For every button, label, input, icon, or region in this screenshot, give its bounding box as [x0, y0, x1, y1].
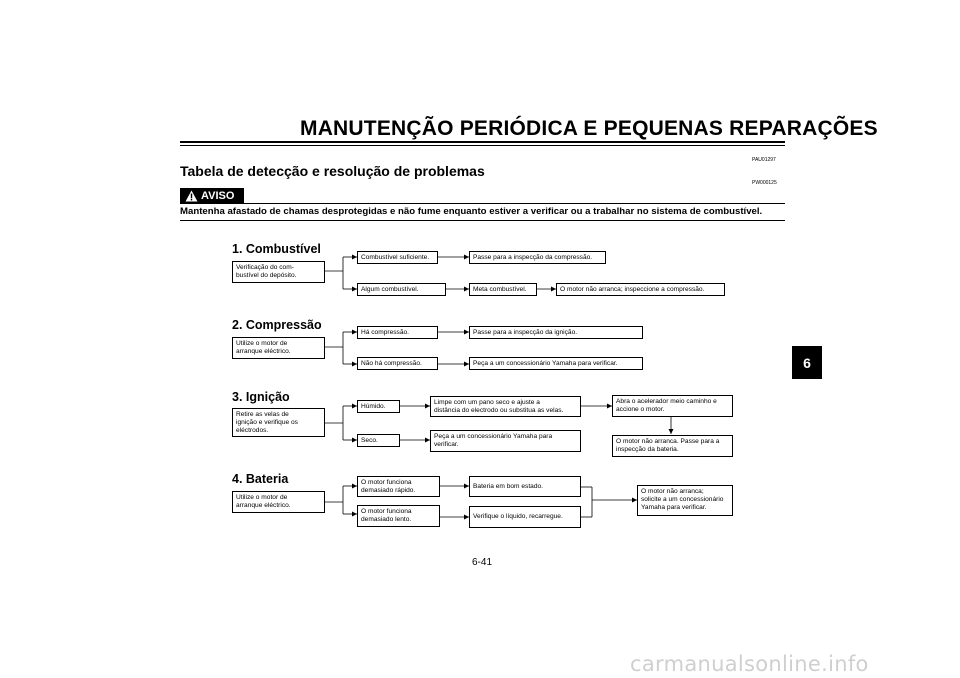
fuel-low-box: Algum combustível. — [357, 283, 446, 296]
compression-ok-next-box: Passe para a inspecção da ignição. — [469, 326, 643, 339]
compression-check-box: Utilize o motor de arranque eléctrico. — [232, 337, 325, 359]
fuel-check-box: Verificação do com- bustível do depósito. — [232, 261, 325, 283]
fuel-ok-box: Combustível suficiente. — [357, 251, 438, 264]
warning-badge-label: AVISO — [201, 189, 235, 202]
compression-none-box: Não há compressão. — [357, 357, 438, 370]
fuel-low-next-box: Meta combustível. — [469, 283, 537, 296]
ignition-wet-next-box: Limpe com um pano seco e ajuste a distância do electrodo ou substitua as velas. — [430, 396, 581, 417]
ignition-dry-box: Seco. — [357, 434, 400, 447]
warning-text: Mantenha afastado de chamas desprotegidas e não fume enquanto estiver a verificar ou a trabalhar no sistema de combustível. — [180, 206, 763, 217]
chapter-tab: 6 — [792, 346, 822, 379]
fuel-ok-next-box: Passe para a inspecção da compressão. — [469, 251, 606, 264]
battery-result-box: O motor não arranca; solicite a um concessionário Yamaha para verificar. — [637, 485, 733, 516]
ignition-dry-next-box: Peça a um concessionário Yamaha para verificar. — [430, 430, 581, 452]
ignition-wet-box: Húmido. — [357, 400, 400, 413]
ignition-check-box: Retire as velas de ignição e verifique os eléctrodos. — [232, 408, 325, 437]
section-title: Tabela de detecção e resolução de problemas — [180, 163, 485, 179]
section-code: PAU01297 — [752, 157, 776, 163]
step-battery-title: 4. Bateria — [232, 472, 289, 486]
ignition-wet-action-box: Abra o acelerador meio caminho e accione o motor. — [612, 395, 733, 417]
watermark: carmanualsonline.info — [630, 652, 869, 676]
battery-slow-box: O motor funciona demasiado lento. — [357, 505, 440, 527]
battery-slow-next-box: Verifique o líquido, recarregue. — [469, 506, 581, 528]
compression-none-next-box: Peça a um concessionário Yamaha para verificar. — [469, 357, 643, 370]
battery-check-box: Utilize o motor de arranque eléctrico. — [232, 491, 325, 513]
step-fuel-title: 1. Combustível — [232, 242, 321, 256]
step-compression-title: 2. Compressão — [232, 318, 322, 332]
step-ignition-title: 3. Ignição — [232, 390, 290, 404]
page-title: MANUTENÇÃO PERIÓDICA E PEQUENAS REPARAÇÕES — [300, 117, 878, 140]
battery-fast-box: O motor funciona demasiado rápido. — [357, 476, 440, 497]
battery-fast-next-box: Bateria em bom estado. — [469, 476, 581, 497]
warning-code: PW000125 — [752, 180, 777, 186]
fuel-low-result-box: O motor não arranca; inspeccione a compressão. — [556, 283, 725, 296]
page-number: 6-41 — [472, 557, 493, 568]
compression-ok-box: Há compressão. — [357, 326, 438, 339]
ignition-wet-result-box: O motor não arranca. Passe para a inspecção da bateria. — [612, 435, 733, 457]
